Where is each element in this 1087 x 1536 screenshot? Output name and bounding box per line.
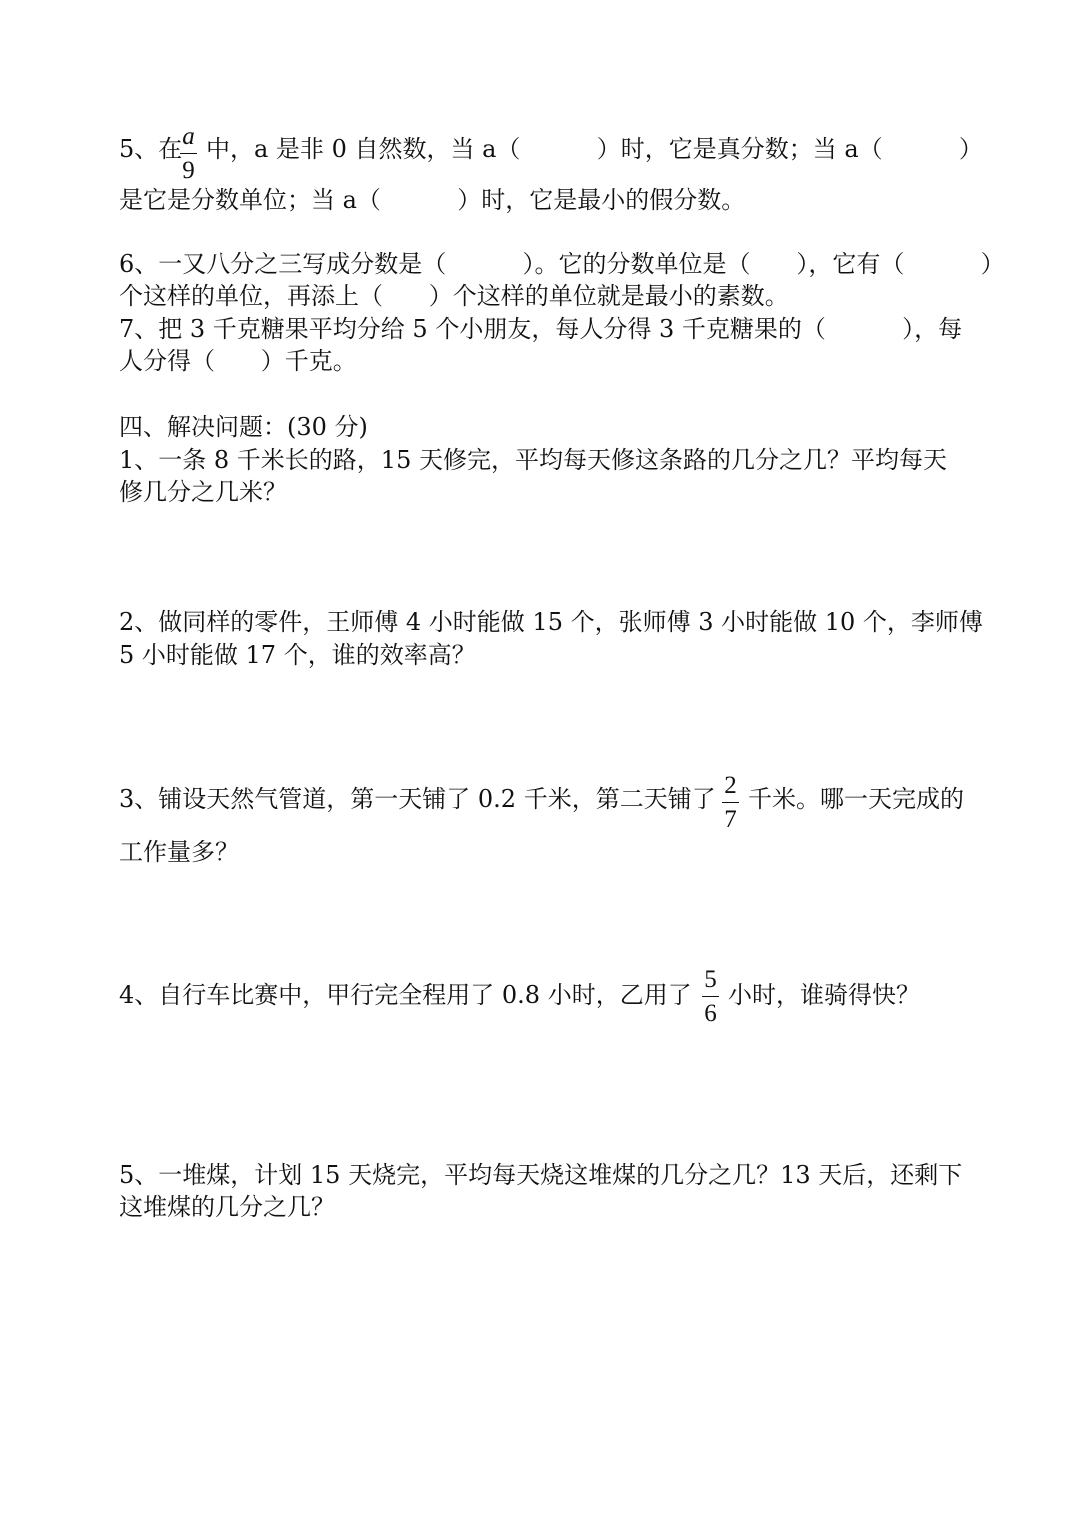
problem-4-line1-suffix: 小时，谁骑得快？: [728, 981, 920, 1009]
problem-3-line2: 工作量多？: [119, 838, 239, 866]
problem-3-fraction: [722, 774, 739, 832]
problem-4-fraction: [702, 968, 719, 1026]
problem-2-line2: 5 小时能做 17 个，谁的效率高？: [119, 641, 476, 669]
problem-1-line1: 1、一条 8 千米长的路，15 天修完，平均每天修这条路的几分之几？平均每天: [119, 446, 947, 474]
problem-1-line2: 修几分之几米？: [119, 478, 287, 506]
problem-5-line1: 5、一堆煤，计划 15 天烧完，平均每天烧这堆煤的几分之几？13 天后，还剩下: [119, 1161, 963, 1189]
problem-2-line1: 2、做同样的零件，王师傅 4 小时能做 15 个，张师傅 3 小时能做 10 个，李师傅: [119, 608, 983, 636]
problem-3-fraction-denominator: 7: [724, 806, 737, 833]
q5-fraction: [180, 125, 197, 183]
problem-4-fraction-denominator: 6: [704, 1000, 717, 1027]
q6-line2: 个这样的单位，再添上（ ）个这样的单位就是最小的素数。: [119, 282, 789, 310]
problem-5-line2: 这堆煤的几分之几？: [119, 1193, 335, 1221]
section-heading: 四、解决问题：(30 分): [119, 413, 368, 441]
q6-line1: 6、一又八分之三写成分数是（ ）。它的分数单位是（ ），它有（ ）: [119, 250, 1005, 278]
fraction-bar: [180, 153, 197, 154]
q5-line1-prefix: 5、在: [119, 135, 183, 163]
q5-line1-suffix: 中，a 是非 0 自然数，当 a（ ）时，它是真分数；当 a（ ）: [206, 135, 983, 163]
problem-4-fraction-numerator: 5: [704, 966, 717, 993]
q7-line2: 人分得（ ）千克。: [119, 347, 357, 375]
q5-line2: 是它是分数单位；当 a（ ）时，它是最小的假分数。: [119, 186, 746, 214]
q5-fraction-numerator: a: [182, 123, 195, 150]
fraction-bar: [702, 996, 719, 997]
q7-line1: 7、把 3 千克糖果平均分给 5 个小朋友，每人分得 3 千克糖果的（ ），每: [119, 315, 963, 343]
fraction-bar: [722, 802, 739, 803]
q5-fraction-denominator: 9: [182, 157, 195, 184]
problem-3-line1-prefix: 3、铺设天然气管道，第一天铺了 0.2 千米，第二天铺了: [119, 785, 716, 813]
problem-3-fraction-numerator: 2: [724, 772, 737, 799]
problem-4-line1-prefix: 4、自行车比赛中，甲行完全程用了 0.8 小时，乙用了: [119, 981, 692, 1009]
problem-3-line1-suffix: 千米。哪一天完成的: [748, 785, 964, 813]
